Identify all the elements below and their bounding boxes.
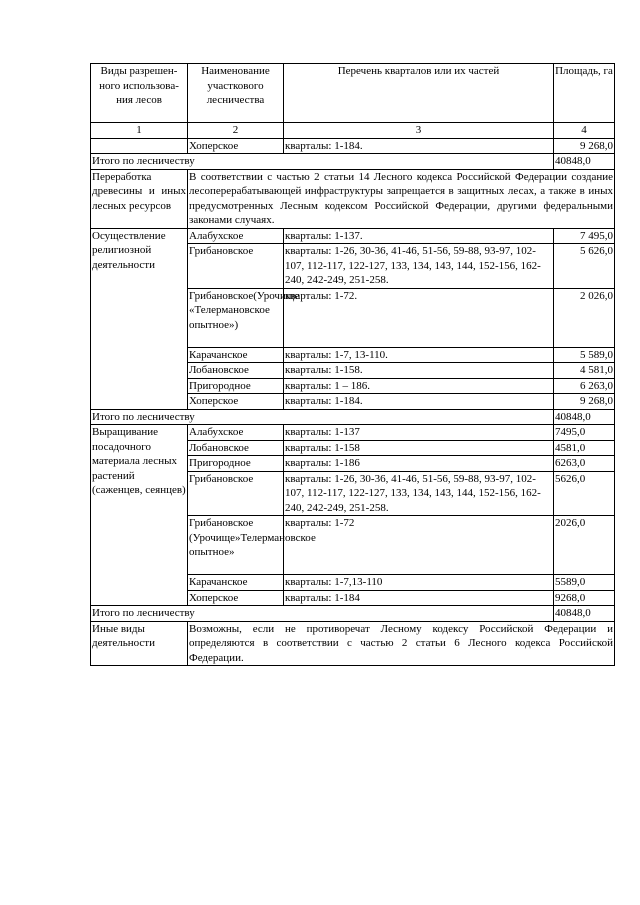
total-area: 40848,0 — [554, 606, 615, 622]
total-area: 40848,0 — [554, 409, 615, 425]
total-area: 40848,0 — [554, 154, 615, 170]
area-value: 5589,0 — [554, 575, 615, 591]
forestry-name: Карачанское — [188, 575, 284, 591]
forestry-name: Лобановское — [188, 363, 284, 379]
forestry-name: Пригородное — [188, 378, 284, 394]
area-value: 6263,0 — [554, 456, 615, 472]
column-number: 1 — [91, 123, 188, 139]
area-value: 2026,0 — [554, 516, 615, 575]
area-value: 2 026,0 — [554, 288, 615, 347]
area-value: 5626,0 — [554, 471, 615, 516]
header-forestry-name: Наименование участкового лесничества — [188, 64, 284, 123]
quarters-list: кварталы: 1-72 — [284, 516, 554, 575]
column-number: 2 — [188, 123, 284, 139]
quarters-list: кварталы: 1-137. — [284, 228, 554, 244]
forestry-name: Грибановское(Урочище «Телермановское опытное») — [188, 288, 284, 347]
area-value: 5 589,0 — [554, 347, 615, 363]
forestry-name: Лобановское — [188, 440, 284, 456]
forestry-name: Грибановское — [188, 471, 284, 516]
forestry-name: Алабухское — [188, 425, 284, 441]
total-row — [91, 409, 615, 425]
use-type-cell: Выращивание посадочного материала лесных растений (саженцев, сеянцев) — [91, 425, 188, 606]
table-row — [91, 228, 615, 244]
quarters-list: кварталы: 1-184. — [284, 394, 554, 410]
area-value: 9 268,0 — [554, 138, 615, 154]
section-note: Возможны, если не противоречат Лесному кодексу Российской Федерации и определяются в соответствии с частью 2 статьи 6 Лесного кодекса Российской Федерации. — [189, 622, 613, 664]
table-row — [91, 621, 615, 666]
quarters-list: кварталы: 1-158. — [284, 363, 554, 379]
area-value: 5 626,0 — [554, 244, 615, 289]
header-use-type: Виды разрешен-ного использова-ния лесов — [91, 64, 188, 123]
forestry-name: Алабухское — [188, 228, 284, 244]
section-note: В соответствии с частью 2 статьи 14 Лесного кодекса Российской Федерации создание лесоперерабатывающей инфраструктуры запрещается в защитных лесах, а также в иных предусмотренных Лесным кодексом Российской Федерации, другими федеральными законами случаях. — [189, 170, 613, 226]
area-value: 9268,0 — [554, 590, 615, 606]
quarters-list: кварталы: 1-26, 30-36, 41-46, 51-56, 59-88, 93-97, 102-107, 112-117, 122-127, 133, 134, 143, 144, 152-156, 162-240, 242-249, 251-258. — [284, 471, 554, 516]
header-area: Площадь, га — [554, 64, 615, 123]
area-value: 4581,0 — [554, 440, 615, 456]
quarters-list: кварталы: 1-186 — [284, 456, 554, 472]
quarters-list: кварталы: 1-158 — [284, 440, 554, 456]
total-label: Итого по лесничеству — [91, 606, 554, 622]
forestry-name: Карачанское — [188, 347, 284, 363]
permitted-use-table — [90, 63, 615, 666]
quarters-list: кварталы: 1-7, 13-110. — [284, 347, 554, 363]
quarters-list: кварталы: 1-7,13-110 — [284, 575, 554, 591]
use-type-cell: Иные виды деятельности — [91, 621, 188, 666]
quarters-list: кварталы: 1 – 186. — [284, 378, 554, 394]
table-row — [91, 169, 615, 228]
total-row — [91, 606, 615, 622]
table-header-row — [91, 64, 615, 123]
forestry-name: Грибановское (Урочище»Телермановское опытное» — [188, 516, 284, 575]
table-row — [91, 425, 615, 441]
use-type-cell: Осуществление религиозной деятельности — [91, 228, 188, 409]
total-row — [91, 154, 615, 170]
forestry-name: Хоперское — [188, 138, 284, 154]
forestry-name: Хоперское — [188, 590, 284, 606]
quarters-list: кварталы: 1-137 — [284, 425, 554, 441]
quarters-list: кварталы: 1-72. — [284, 288, 554, 347]
quarters-list: кварталы: 1-184 — [284, 590, 554, 606]
area-value: 4 581,0 — [554, 363, 615, 379]
area-value: 6 263,0 — [554, 378, 615, 394]
forestry-name: Пригородное — [188, 456, 284, 472]
use-type-cell: Переработка древесины и иных лесных ресурсов — [91, 169, 188, 228]
table-row — [91, 138, 615, 154]
total-label: Итого по лесничеству — [91, 409, 554, 425]
quarters-list: кварталы: 1-26, 30-36, 41-46, 51-56, 59-88, 93-97, 102-107, 112-117, 122-127, 133, 134, 143, 144, 152-156, 162-240, 242-249, 251-258. — [284, 244, 554, 289]
use-type-cell — [91, 138, 188, 154]
area-value: 7495,0 — [554, 425, 615, 441]
total-label: Итого по лесничеству — [91, 154, 554, 170]
forestry-name: Хоперское — [188, 394, 284, 410]
quarters-list: кварталы: 1-184. — [284, 138, 554, 154]
column-number-row — [91, 123, 615, 139]
forestry-name: Грибановское — [188, 244, 284, 289]
column-number: 4 — [554, 123, 615, 139]
column-number: 3 — [284, 123, 554, 139]
header-quarters-list: Перечень кварталов или их частей — [284, 64, 554, 123]
area-value: 7 495,0 — [554, 228, 615, 244]
area-value: 9 268,0 — [554, 394, 615, 410]
